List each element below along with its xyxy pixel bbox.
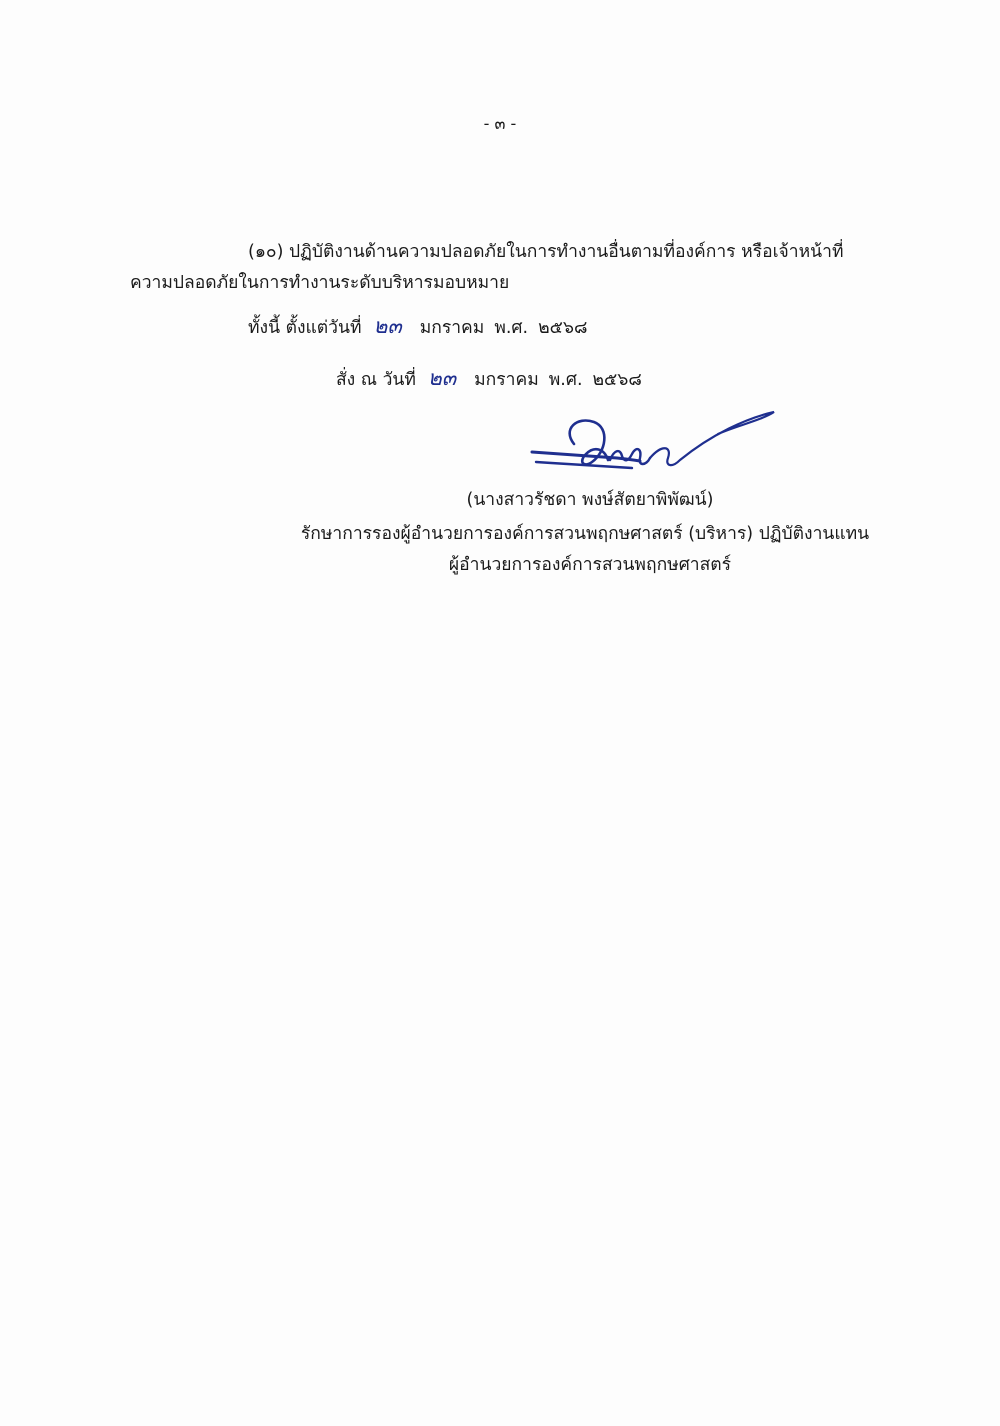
order-year: ๒๕๖๘ bbox=[592, 370, 642, 390]
effective-day-handwritten: ๒๓ bbox=[373, 314, 402, 338]
effective-prefix: ทั้งนี้ ตั้งแต่วันที่ bbox=[248, 318, 362, 338]
handwritten-signature bbox=[522, 404, 782, 494]
signatory-position-line-2: ผู้อำนวยการองค์การสวนพฤกษศาสตร์ bbox=[448, 555, 732, 575]
order-day-handwritten: ๒๓ bbox=[427, 366, 457, 390]
item-10-line-2: ความปลอดภัยในการทำงานระดับบริหารมอบหมาย bbox=[130, 273, 510, 293]
item-10-line-1: (๑๐) ปฏิบัติงานด้านความปลอดภัยในการทำงานอื่นตามที่องค์การ หรือเจ้าหน้าที่ bbox=[248, 242, 844, 262]
order-date-line bbox=[336, 366, 642, 392]
effective-date-line bbox=[248, 314, 587, 340]
order-prefix: สั่ง ณ วันที่ bbox=[336, 370, 416, 390]
effective-era: พ.ศ. bbox=[494, 318, 529, 338]
effective-year: ๒๕๖๘ bbox=[538, 318, 588, 338]
signatory-name: (นางสาวรัชดา พงษ์สัตยาพิพัฒน์) bbox=[466, 490, 714, 510]
page-number: - ๓ - bbox=[483, 114, 517, 133]
signatory-position-line-1: รักษาการรองผู้อำนวยการองค์การสวนพฤกษศาสตร์ (บริหาร) ปฏิบัติงานแทน bbox=[300, 524, 870, 544]
effective-month: มกราคม bbox=[419, 318, 485, 338]
order-month: มกราคม bbox=[474, 370, 539, 390]
order-era: พ.ศ. bbox=[548, 370, 583, 390]
